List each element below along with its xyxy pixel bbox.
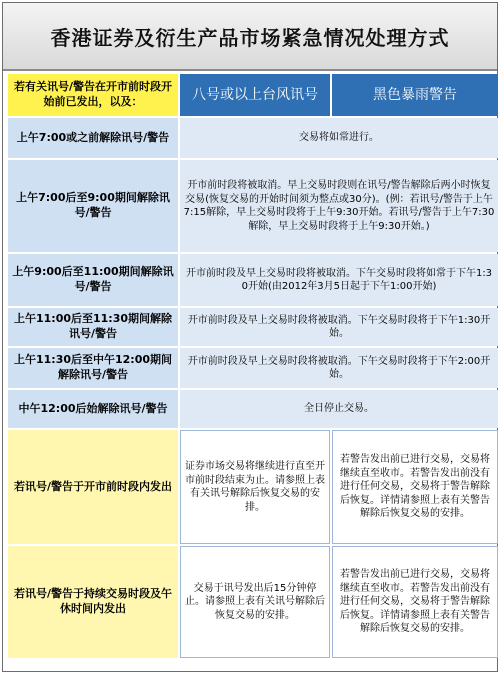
row-text: 开市前时段将被取消。早上交易时段则在讯号/警告解除后两小时恢复交易(恢复交易的开始时间须为整点或30分)。(例：若讯号/警告于上午7:15解除，早上交易时段将于上午9:30开始。若讯号/警告于上午7:30解除，早上交易时段将于上午9:30开始。): [180, 160, 498, 252]
table-row: [8, 118, 498, 158]
typhoon-cell: 交易于讯号发出后15分钟停止。请参照上表有关讯号解除后恢复交易的安排。: [180, 546, 330, 658]
rainstorm-cell: 若警告发出前已进行交易，交易将继续直至收市。若警告发出前没有进行任何交易，交易将于警告解除后恢复。详情请参照上表有关警告解除后恢复交易的安排。: [332, 546, 498, 658]
condition-header: 若有关讯号/警告在开市前时段开始前已发出，以及：: [8, 74, 178, 116]
row-text: 交易将如常进行。: [180, 118, 498, 158]
row-text: 开市前时段及早上交易时段将被取消。下午交易时段将于下午1:30开始。: [180, 308, 498, 346]
table-row: [8, 390, 498, 428]
page-frame: [2, 2, 498, 672]
table-row: [8, 254, 498, 306]
row-text: 开市前时段及早上交易时段将被取消。下午交易时段将如常于下午1:30开始(由2012年3月5日起于下午1:00开始): [180, 254, 498, 306]
typhoon-cell: 证券市场交易将继续进行直至开市前时段结束为止。请参照上表有关讯号解除后恢复交易的安排。: [180, 430, 330, 544]
row-label: 若讯号/警告于开市前时段内发出: [8, 430, 178, 544]
page-title: 香港证券及衍生产品市场紧急情况处理方式: [3, 3, 497, 71]
row-text: 开市前时段及早上交易时段将被取消。下午交易时段将于下午2:00开始。: [180, 348, 498, 388]
table-row: [8, 348, 498, 388]
row-label: 上午11:00后至11:30期间解除讯号/警告: [8, 308, 178, 346]
row-label: 上午11:30后至中午12:00期间解除讯号/警告: [8, 348, 178, 388]
header-row: [8, 74, 498, 116]
rainstorm-header: 黑色暴雨警告: [332, 74, 498, 116]
row-label: 上午7:00后至9:00期间解除讯号/警告: [8, 160, 178, 252]
table-row: [8, 430, 498, 544]
row-label: 上午9:00后至11:00期间解除讯号/警告: [8, 254, 178, 306]
table-row: [8, 308, 498, 346]
table-row: [8, 160, 498, 252]
row-label: 上午7:00或之前解除讯号/警告: [8, 118, 178, 158]
rainstorm-cell: 若警告发出前已进行交易，交易将继续直至收市。若警告发出前没有进行任何交易，交易将于警告解除后恢复。详情请参照上表有关警告解除后恢复交易的安排。: [332, 430, 498, 544]
typhoon-header: 八号或以上台风讯号: [180, 74, 330, 116]
row-label: 中午12:00后始解除讯号/警告: [8, 390, 178, 428]
row-label: 若讯号/警告于持续交易时段及午休时间内发出: [8, 546, 178, 658]
procedure-table: [6, 72, 500, 660]
table-row: [8, 546, 498, 658]
row-text: 全日停止交易。: [180, 390, 498, 428]
